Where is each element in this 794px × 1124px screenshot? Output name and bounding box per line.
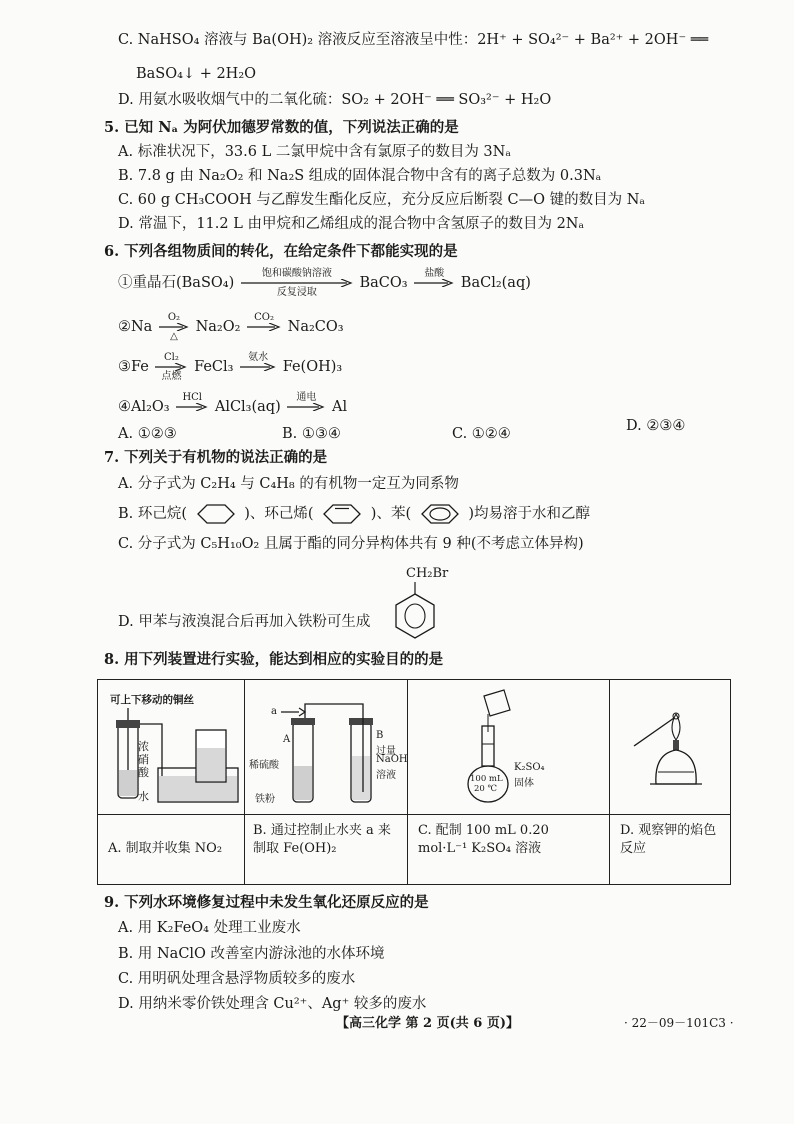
q8-d-apparatus-icon (628, 698, 714, 806)
q6-r1-arrow1 (241, 268, 353, 298)
q6-r2-arrow1 (159, 312, 189, 342)
q6-r3-arrow1-top: Cl₂ (164, 352, 179, 363)
q7-d-substituent: CH₂Br (406, 566, 449, 581)
q8-b-acid-label: 稀硫酸 (249, 760, 279, 771)
q6-r4-arrow1 (176, 392, 208, 422)
q8-cell-b (245, 680, 408, 884)
q9-option-b: B. 用 NaClO 改善室内游泳池的水体环境 (118, 946, 385, 962)
q6-r3-intermediate: FeCl₃ (194, 359, 234, 375)
q5-stem: 5. 已知 Nₐ 为阿伏加德罗常数的值，下列说法正确的是 (104, 119, 459, 136)
q9-option-a: A. 用 K₂FeO₄ 处理工业废水 (118, 920, 301, 936)
page-footer-code: · 22－09－101C3 · (624, 1016, 734, 1030)
q7-option-c: C. 分子式为 C₅H₁₀O₂ 且属于酯的同分异构体共有 9 种(不考虑立体异构) (118, 536, 584, 552)
q8-cell-d (610, 680, 730, 884)
cyclohexene-icon (320, 503, 364, 525)
q8-c-apparatus-icon (458, 688, 548, 808)
q8-c-solid-label: 固体 (514, 778, 534, 789)
q6-r4-reactant: ④Al₂O₃ (118, 399, 170, 415)
q8-cell-c (408, 680, 610, 884)
q6-r4-arrow2 (287, 392, 325, 422)
q6-r2-intermediate: Na₂O₂ (195, 319, 241, 335)
page-footer-title: 【高三化学 第 2 页(共 6 页)】 (336, 1016, 520, 1031)
q8-apparatus-table (97, 679, 731, 885)
q6-r4-product: Al (331, 399, 348, 415)
q6-reaction-4 (118, 392, 347, 422)
q6-option-d: D. ②③④ (626, 418, 686, 434)
q6-r4-arrow2-top: 通电 (296, 392, 317, 403)
q6-r3-arrow2-top: 氨水 (248, 352, 269, 363)
q8-b-label-A: A (283, 734, 291, 745)
q7-option-a: A. 分子式为 C₂H₄ 与 C₄H₈ 的有机物一定互为同系物 (118, 476, 459, 492)
q6-r2-arrow2 (247, 312, 281, 342)
q6-reaction-2 (118, 312, 344, 342)
q6-r2-product: Na₂CO₃ (287, 319, 344, 335)
q6-r1-arrow2 (414, 268, 454, 298)
q4-option-c-line1: C. NaHSO₄ 溶液与 Ba(OH)₂ 溶液反应至溶液呈中性：2H⁺ + SO₄²⁻ + Ba²⁺ + 2OH⁻ ══ (118, 32, 709, 48)
q7-stem: 7. 下列关于有机物的说法正确的是 (104, 449, 328, 466)
q6-stem: 6. 下列各组物质间的转化，在给定条件下都能实现的是 (104, 243, 458, 260)
q6-r4-intermediate: AlCl₃(aq) (214, 399, 281, 415)
q9-option-c: C. 用明矾处理含悬浮物质较多的废水 (118, 971, 356, 987)
q8-cell-a (98, 680, 245, 884)
q8-b-iron-label: 铁粉 (255, 794, 275, 805)
q8-a-label-1: 浓 (138, 740, 149, 753)
q7-b-part1: B. 环己烷( (118, 506, 188, 522)
q7-option-d: D. 甲苯与液溴混合后再加入铁粉可生成 (118, 614, 371, 630)
q6-reaction-3 (118, 352, 342, 382)
q8-c-flask-volume: 100 mL (470, 774, 503, 784)
q6-option-c: C. ①②④ (452, 426, 511, 442)
q9-stem: 9. 下列水环境修复过程中未发生氧化还原反应的是 (104, 894, 429, 911)
q8-a-title: 可上下移动的铜丝 (110, 694, 194, 706)
q8-stem: 8. 用下列装置进行实验，能达到相应的实验目的的是 (104, 651, 444, 668)
q8-option-d: D. 观察钾的焰色反应 (620, 823, 717, 856)
q7-b-part3: )、苯( (370, 506, 412, 522)
q7-option-b (118, 503, 590, 525)
q6-r3-product: Fe(OH)₃ (282, 359, 343, 375)
q8-a-apparatus-icon (104, 706, 242, 810)
q8-option-b: B. 通过控制止水夹 a 来制取 Fe(OH)₂ (253, 823, 391, 856)
q7-b-part4: )均易溶于水和乙醇 (468, 506, 590, 522)
q6-r2-arrow1-bottom: △ (170, 331, 178, 342)
q5-option-d: D. 常温下，11.2 L 由甲烷和乙烯组成的混合物中含氢原子的数目为 2Nₐ (118, 216, 585, 232)
q6-r1-arrow1-top: 饱和碳酸钠溶液 (261, 268, 332, 279)
q6-r3-arrow1-bottom: 点燃 (161, 371, 182, 382)
q6-r4-arrow1-top: HCl (182, 392, 203, 403)
q6-r2-arrow2-top: CO₂ (254, 312, 274, 323)
q6-option-b: B. ①③④ (282, 426, 341, 442)
q6-r1-arrow2-top: 盐酸 (424, 268, 445, 279)
q8-b-label-B: B (376, 730, 384, 741)
q8-b-naoh-label-3: 溶液 (376, 770, 396, 781)
q8-b-naoh-label-1: 过量 (376, 746, 396, 757)
q4-option-c-line2: BaSO₄↓ + 2H₂O (136, 66, 257, 82)
q4-option-d: D. 用氨水吸收烟气中的二氧化硫：SO₂ + 2OH⁻ ══ SO₃²⁻ + H₂O (118, 92, 552, 108)
q6-r3-arrow1 (155, 352, 187, 382)
q5-option-c: C. 60 g CH₃COOH 与乙醇发生酯化反应，充分反应后断裂 C—O 键的数目为 Nₐ (118, 192, 646, 208)
benzyl-bromide-structure-icon (392, 580, 438, 642)
q6-reaction-1 (118, 268, 531, 298)
q6-option-a: A. ①②③ (118, 426, 177, 442)
q8-a-label-3: 酸 (138, 766, 149, 779)
q6-r1-product: BaCl₂(aq) (460, 275, 531, 291)
q8-option-a: A. 制取并收集 NO₂ (108, 841, 223, 856)
q5-option-b: B. 7.8 g 由 Na₂O₂ 和 Na₂S 组成的固体混合物中含有的离子总数为 0.3Nₐ (118, 168, 602, 184)
q6-r2-reactant: ②Na (118, 319, 153, 335)
q6-r2-arrow1-top: O₂ (167, 312, 181, 323)
q8-c-solid-formula: K₂SO₄ (514, 762, 545, 773)
q8-a-label-4: 水 (138, 790, 149, 803)
q7-b-part2: )、环己烯( (244, 506, 314, 522)
q8-option-c: C. 配制 100 mL 0.20 mol·L⁻¹ K₂SO₄ 溶液 (418, 823, 549, 856)
q6-r1-intermediate: BaCO₃ (359, 275, 408, 291)
q6-r1-reactant: ①重晶石(BaSO₄) (118, 275, 235, 291)
q6-r3-reactant: ③Fe (118, 359, 149, 375)
q6-r1-arrow1-bottom: 反复浸取 (276, 287, 317, 298)
q5-option-a: A. 标准状况下，33.6 L 二氯甲烷中含有氯原子的数目为 3Nₐ (118, 144, 511, 160)
q8-a-label-2: 硝 (138, 753, 149, 766)
q8-b-label-a: a (271, 706, 277, 717)
benzene-icon (418, 503, 462, 525)
q8-c-flask-temp: 20 ℃ (474, 784, 498, 794)
q9-option-d: D. 用纳米零价铁处理含 Cu²⁺、Ag⁺ 较多的废水 (118, 996, 427, 1012)
q6-r3-arrow2 (240, 352, 276, 382)
q8-b-naoh-label-2: NaOH (376, 754, 408, 765)
cyclohexane-icon (194, 503, 238, 525)
